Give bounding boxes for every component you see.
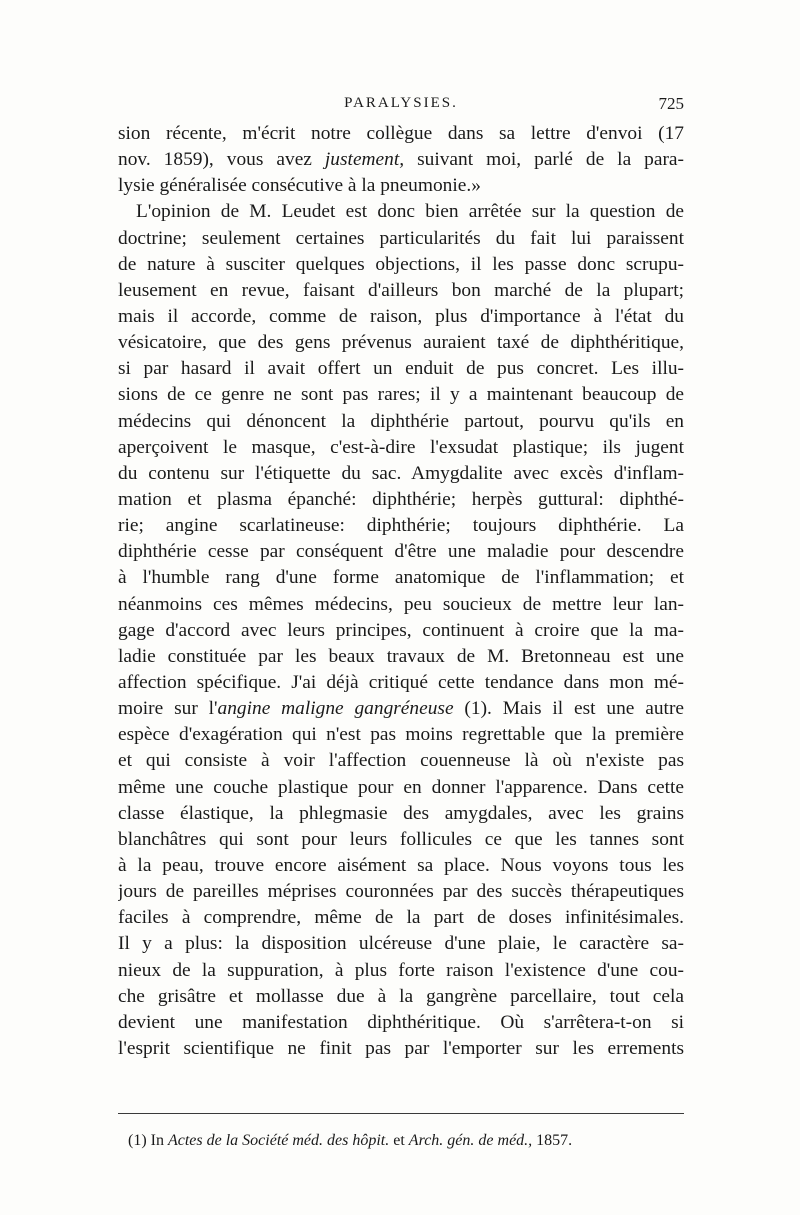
text-line: néanmoins ces mêmes médecins, peu soucieux de mettre leur lan- (118, 593, 684, 615)
body-text (118, 121, 684, 1062)
footnote-rule (118, 1113, 684, 1114)
text-line: mation et plasma épanché: diphthérie; herpès guttural: diphthé- (118, 488, 684, 510)
text-line: à l'humble rang d'une forme anatomique de l'inflammation; et (118, 567, 684, 589)
paragraph-start-line: L'opinion de M. Leudet est donc bien arrêtée sur la question de (136, 201, 684, 223)
footnote-title-1: Actes de la Société méd. des hôpit. (167, 1132, 390, 1149)
text-line-with-emphasis: nov. 1859), vous avez justement, suivant moi, parlé de la para- (118, 149, 684, 171)
footnote-connector: et (393, 1132, 405, 1149)
footnote-year: 1857. (536, 1132, 573, 1149)
text-line: faciles à comprendre, même de la part de doses infinitésimales. (118, 907, 684, 929)
text-line: si par hasard il avait offert un enduit de pus concret. Les illu- (118, 358, 684, 380)
text-line: du contenu sur l'étiquette du sac. Amygdalite avec excès d'inflam- (118, 462, 684, 484)
text-line: sion récente, m'écrit notre collègue dans sa lettre d'envoi (17 (118, 123, 684, 144)
text-line: sions de ce genre ne sont pas rares; il y a maintenant beaucoup de (118, 384, 684, 406)
text-line: blanchâtres qui sont pour leurs follicules ce que les tannes sont (118, 828, 684, 850)
emphasis-angine-title: angine maligne gangréneuse (217, 698, 454, 720)
text-line: affection spécifique. J'ai déjà critiqué cette tendance dans mon mé- (118, 671, 684, 693)
text-line: de nature à susciter quelques objections, il les passe donc scrupu- (118, 253, 684, 275)
text-line: rie; angine scarlatineuse: diphthérie; toujours diphthérie. La (118, 515, 684, 537)
footnote-marker: (1) (128, 1132, 147, 1149)
text-line: même une couche plastique pour en donner l'apparence. Dans cette (118, 776, 684, 798)
page-number: 725 (658, 94, 684, 113)
emphasis-justement: justement, (324, 149, 405, 171)
text-line: classe élastique, la phlegmasie des amygdales, avec les grains (118, 802, 684, 824)
text-line: che grisâtre et mollasse due à la gangrène parcellaire, tout cela (118, 985, 684, 1007)
page-header (118, 92, 684, 116)
text-line: jours de pareilles méprises couronnées par des succès thérapeutiques (118, 881, 684, 903)
running-title: PARALYSIES. (344, 95, 458, 111)
text-line: nieux de la suppuration, à plus forte raison l'existence d'une cou- (118, 959, 684, 981)
text-line-with-emphasis: moire sur l'angine maligne gangréneuse (1). Mais il est une autre (118, 698, 684, 720)
text-line: doctrine; seulement certaines particularités du fait lui paraissent (118, 227, 684, 249)
text-line: espèce d'exagération qui n'est pas moins regrettable que la première (118, 724, 684, 746)
text-line: gage d'accord avec leurs principes, continuent à croire que la ma- (118, 619, 684, 641)
text-line: aperçoivent le masque, c'est-à-dire l'exsudat plastique; ils jugent (118, 436, 684, 458)
text-line: à la peau, trouve encore aisément sa place. Nous voyons tous les (118, 854, 684, 876)
text-line: devient une manifestation diphthéritique. Où s'arrêtera-t-on si (118, 1011, 684, 1033)
text-line: Il y a plus: la disposition ulcéreuse d'une plaie, le caractère sa- (118, 933, 684, 955)
text-line: lysie généralisée consécutive à la pneumonie.» (118, 175, 481, 197)
text-line: leusement en revue, faisant d'ailleurs bon marché de la plupart; (118, 279, 684, 301)
text-line: diphthérie cesse par conséquent d'être une maladie pour descendre (118, 541, 684, 563)
footnote-title-2: Arch. gén. de méd., (408, 1132, 533, 1149)
text-line: vésicatoire, que des gens prévenus auraient taxé de diphthéritique, (118, 332, 684, 354)
text-line: ladie constituée par les beaux travaux de M. Bretonneau est une (118, 645, 684, 667)
footnote-prefix: In (150, 1132, 164, 1149)
footnote (128, 1130, 684, 1152)
text-line: médecins qui dénoncent la diphthérie partout, pourvu qu'ils en (118, 410, 684, 432)
text-line: et qui consiste à voir l'affection couenneuse là où n'existe pas (118, 750, 684, 772)
text-line: l'esprit scientifique ne finit pas par l'emporter sur les errements (118, 1037, 684, 1059)
text-line: mais il accorde, comme de raison, plus d'importance à l'état du (118, 305, 684, 327)
